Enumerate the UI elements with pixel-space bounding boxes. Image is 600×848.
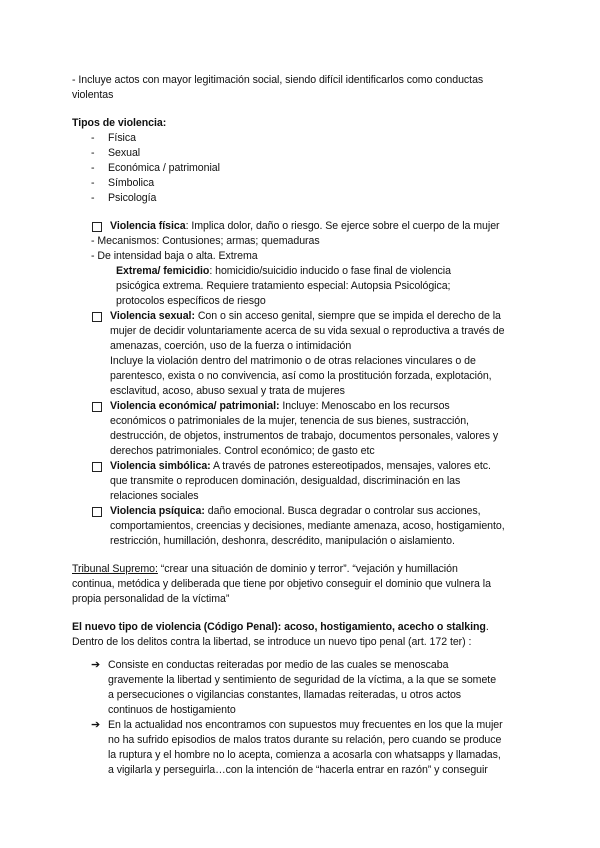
nuevo-b2-line-1: En la actualidad nos encontramos con supuestos muy frecuentes en los que la mujer [108,719,503,731]
sexual-line-4: Incluye la violación dentro del matrimonio o de otras relaciones vinculares o de [110,355,476,367]
fisica-mecanismos: - Mecanismos: Contusiones; armas; quemaduras [91,235,320,247]
tribunal-label: Tribunal Supremo: [72,563,158,575]
sexual-line-1 [110,309,501,324]
tipos-dash: - [91,147,95,159]
sexual-line-3: amenazas, coerción, uso de la fuerza o intimidación [110,340,352,352]
simbolica-line-1 [110,459,491,474]
extrema-line-3: protocolos específicos de riesgo [116,295,266,307]
simbolica-line-3: relaciones sociales [110,490,199,502]
tribunal-text-1: “crear una situación de dominio y terror”. “vejación y humillación [157,563,458,575]
tipos-dash: - [91,132,95,144]
economica-title: Violencia económica/ patrimonial: [110,400,280,412]
fisica-intensidad: - De intensidad baja o alta. Extrema [91,250,258,262]
extrema-text-1: : homicidio/suicidio inducido o fase final de violencia [209,265,451,277]
simbolica-title: Violencia simbólica: [110,460,211,472]
psiquica-title: Violencia psíquica: [110,505,205,517]
economica-line-4: derechos patrimoniales. Control económico; de gasto etc [110,445,375,457]
intro-line-1: - Incluye actos con mayor legitimación social, siendo difícil identificarlos como conductas [72,74,484,86]
nuevo-b1-line-4: continuos de hostigamiento [108,704,236,716]
nuevo-b2-line-3: la ruptura y el hombre no lo acepta, comienza a acosarla con whatsapps y llamadas, [108,749,501,761]
simbolica-text-1: A través de patrones estereotipados, mensajes, valores etc. [210,460,491,472]
economica-line-2: económicos o patrimoniales de la mujer, tenencia de sus bienes, sustracción, [110,415,469,427]
nuevo-heading: El nuevo tipo de violencia (Código Penal): acoso, hostigamiento, acecho o stalking [72,621,486,633]
economica-line-3: destrucción, de objetos, instrumentos de trabajo, documentos personales, valores y [110,430,499,442]
tipos-item-fisica: Física [108,132,136,144]
psiquica-line-2: comportamientos, creencias y decisiones, mediante amenaza, acoso, hostigamiento, [110,520,505,532]
arrow-bullet-icon: ➔ [91,719,101,731]
fisica-title: Violencia física [110,220,186,232]
extrema-line-1 [116,264,451,279]
nuevo-heading-line [72,620,489,635]
tipos-dash: - [91,162,95,174]
tipos-dash: - [91,192,95,204]
economica-line-1 [110,399,450,414]
tipos-item-economica: Económica / patrimonial [108,162,220,174]
tipos-item-sexual: Sexual [108,147,141,159]
extrema-title: Extrema/ femicidio [116,265,210,277]
checkbox-simbolica[interactable] [92,462,102,472]
sexual-title: Violencia sexual: [110,310,195,322]
sexual-line-6: esclavitud, acoso, abuso sexual y trata de mujeres [110,385,345,397]
nuevo-b2-line-2: no ha sufrido episodios de malos tratos durante su relación, pero cuando se produce [108,734,502,746]
tipos-item-simbolica: Símbolica [108,177,155,189]
arrow-bullet-icon: ➔ [91,659,101,671]
psiquica-line-1 [110,504,481,519]
sexual-line-5: parentesco, exista o no convivencia, así como la prostitución forzada, explotación, [110,370,492,382]
psiquica-text-1: daño emocional. Busca degradar o controlar sus acciones, [204,505,481,517]
nuevo-b2-line-4: a vigilarla y perseguirla…con la intención de “hacerla entrar en razón” y conseguir [108,764,488,776]
tribunal-line-2: continua, metódica y deliberada que tiene por objetivo conseguir el dominio que vulnera la [72,578,491,590]
nuevo-subheading: Dentro de los delitos contra la libertad, se introduce un nuevo tipo penal (art. 172 ter) : [72,636,472,648]
tipos-heading: Tipos de violencia: [72,117,167,129]
checkbox-psiquica[interactable] [92,507,102,517]
nuevo-b1-line-3: a persecuciones o vigilancias constantes, llamadas reiteradas, u otros actos [108,689,462,701]
fisica-line [110,219,500,234]
nuevo-heading-end: . [485,621,489,633]
tribunal-line-3: propia personalidad de la víctima” [72,593,230,605]
economica-text-1: Incluye: Menoscabo en los recursos [279,400,450,412]
tipos-item-psicologia: Psicología [108,192,157,204]
extrema-line-2: psicógica extrema. Requiere tratamiento especial: Autopsia Psicológica; [116,280,451,292]
psiquica-line-3: restricción, humillación, deshonra, descrédito, manipulación o aislamiento. [110,535,455,547]
checkbox-fisica[interactable] [92,222,102,232]
checkbox-economica[interactable] [92,402,102,412]
checkbox-sexual[interactable] [92,312,102,322]
tipos-dash: - [91,177,95,189]
nuevo-b1-line-1: Consiste en conductas reiteradas por medio de las cuales se menoscaba [108,659,449,671]
tribunal-line-1 [72,562,458,577]
fisica-text: : Implica dolor, daño o riesgo. Se ejerce sobre el cuerpo de la mujer [185,220,500,232]
nuevo-b1-line-2: gravemente la libertad y sentimiento de seguridad de la víctima, a la que se somete [108,674,497,686]
intro-line-2: violentas [72,89,114,101]
sexual-text-1: Con o sin acceso genital, siempre que se impida el derecho de la [194,310,501,322]
simbolica-line-2: que transmite o reproducen dominación, desigualdad, discriminación en las [110,475,461,487]
sexual-line-2: mujer de decidir voluntariamente acerca de su vida sexual o reproductiva a través de [110,325,505,337]
